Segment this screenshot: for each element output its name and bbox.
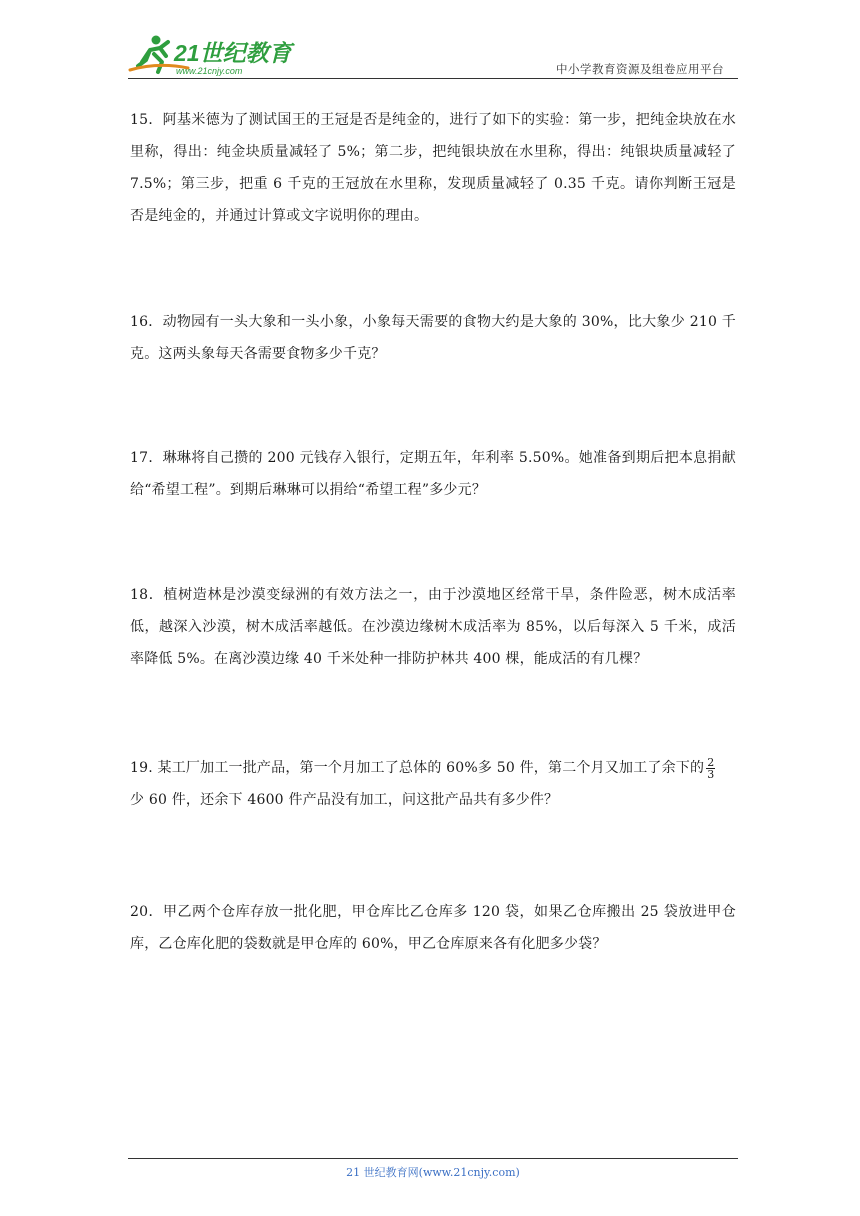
question-18: 18．植树造林是沙漠变绿洲的有效方法之一，由于沙漠地区经常干旱，条件险恶，树木成活率低，越深入沙漠，树木成活率越低。在沙漠边缘树木成活率为 85%，以后每深入 5 千米，成活率降低 5%。在离沙漠边缘 40 千米处种一排防护林共 400 棵，能成活的有几棵？ (130, 587, 736, 667)
question-19 (130, 752, 736, 816)
logo-url: www.21cnjy.com (176, 66, 243, 76)
question-19-text-after: 少 60 件，还余下 4600 件产品没有加工，问这批产品共有多少件？ (130, 792, 559, 808)
logo-title: 21世纪教育 (174, 40, 292, 66)
page-header (128, 30, 738, 80)
question-16: 16．动物园有一头大象和一头小象，小象每天需要的食物大约是大象的 30%，比大象少 210 千克。这两头象每天各需要食物多少千克？ (130, 314, 736, 362)
header-divider (128, 78, 738, 79)
page-footer: 21 世纪教育网(www.21cnjy.com) (346, 1166, 520, 1179)
question-15: 15．阿基米德为了测试国王的王冠是否是纯金的，进行了如下的实验：第一步，把纯金块放在水里称，得出：纯金块质量减轻了 5%；第二步，把纯银块放在水里称，得出：纯银块质量减轻了 7.5%；第三步，把重 6 千克的王冠放在水里称，发现质量减轻了 0.35 千克。请你判断王冠是否是纯金的，并通过计算或文字说明你的理由。 (130, 112, 736, 224)
question-19-text-before: 19. 某工厂加工一批产品，第一个月加工了总体的 60%多 50 件，第二个月又加工了余下的 (130, 760, 705, 776)
site-logo (128, 32, 298, 78)
fraction-two-thirds (706, 757, 715, 780)
question-20: 20．甲乙两个仓库存放一批化肥，甲仓库比乙仓库多 120 袋，如果乙仓库搬出 25 袋放进甲仓库，乙仓库化肥的袋数就是甲仓库的 60%，甲乙仓库原来各有化肥多少袋？ (130, 904, 736, 952)
question-17: 17．琳琳将自己攒的 200 元钱存入银行，定期五年，年利率 5.50%。她准备到期后把本息捐献给“希望工程”。到期后琳琳可以捐给“希望工程”多少元？ (130, 450, 736, 498)
footer-divider (128, 1158, 738, 1159)
fraction-denominator: 3 (707, 767, 715, 781)
platform-name: 中小学教育资源及组卷应用平台 (556, 62, 724, 76)
fraction-numerator: 2 (707, 755, 715, 769)
